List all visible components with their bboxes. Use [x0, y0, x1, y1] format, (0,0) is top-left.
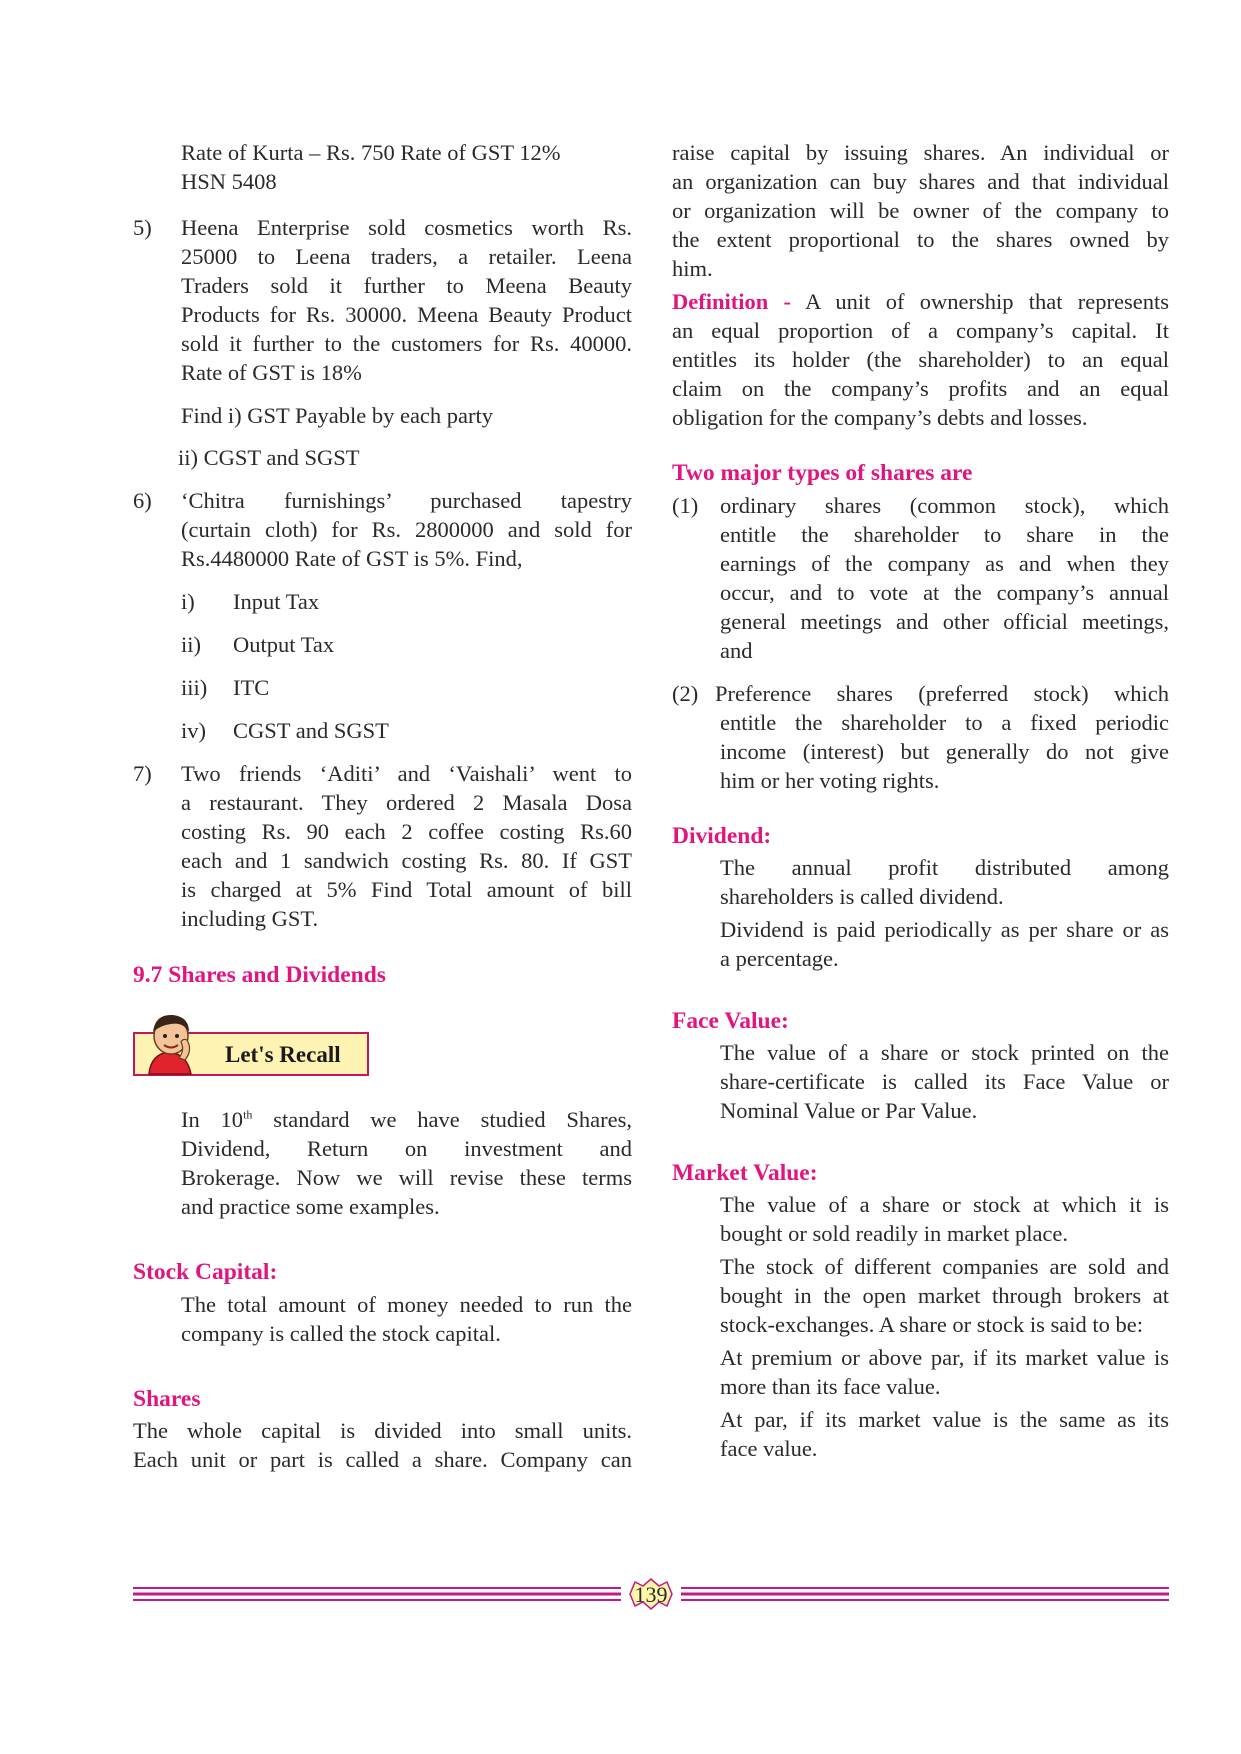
market-value-text: The value of a share or stock at which it is bought or sold readily in market place. The stock of different companies are sold and bought in the open market through brokers at stock-exchanges. A share or stock is said to be: At premium or above par, if its market value is more than its face value. At par, if its market value is the same as its face value. [720, 1192, 1169, 1461]
shares-heading: Shares [133, 1386, 201, 1412]
q6-sub-item: iv) CGST and SGST [181, 718, 389, 743]
right-column [672, 138, 1169, 1463]
kurta-rate-text: Rate of Kurta – Rs. 750 Rate of GST 12% HSN 5408 [181, 140, 561, 194]
definition-label: Definition - [672, 289, 792, 314]
types-heading: Two major types of shares are [672, 460, 973, 486]
q6-sub-item: iii) ITC [181, 675, 270, 700]
stock-capital-text: The total amount of money needed to run the company is called the stock capital. [181, 1292, 632, 1346]
question-7: 7) Two friends ‘Aditi’ and ‘Vaishali’ went to a restaurant. They ordered 2 Masala Dosa costing Rs. 90 each 2 coffee costing Rs.60 each and 1 sandwich costing Rs. 80. If GST is charged at 5% Find Total amount of bill including GST. [133, 761, 632, 931]
shares-text: The whole capital is divided into small units. Each unit or part is called a share. Company can [133, 1418, 632, 1472]
footer-rule [133, 1578, 1169, 1614]
face-value-heading: Face Value: [672, 1008, 789, 1034]
find-line-2: ii) CGST and SGST [178, 445, 360, 470]
boy-illustration-icon [135, 1004, 205, 1080]
find-line-1: Find i) GST Payable by each party [181, 403, 494, 428]
page-number: 139 [634, 1582, 668, 1607]
question-6: 6) ‘Chitra furnishings’ purchased tapestry (curtain cloth) for Rs. 2800000 and sold for Rs.4480000 Rate of GST is 5%. Find, [133, 488, 632, 571]
q6-sub-item: ii) Output Tax [181, 632, 335, 657]
share-type-2: (2) Preference shares (preferred stock) which entitle the shareholder to a fixed periodic income (interest) but generally do not give him or her voting rights. [672, 681, 1169, 793]
face-value-text: The value of a share or stock printed on the share-certificate is called its Face Value or Nominal Value or Par Value. [720, 1040, 1169, 1123]
lets-recall-box [133, 1004, 632, 1094]
dividend-heading: Dividend: [672, 823, 772, 849]
recall-label: Let's Recall [225, 1042, 341, 1067]
market-value-heading: Market Value: [672, 1160, 818, 1186]
question-5: 5) Heena Enterprise sold cosmetics worth Rs. 25000 to Leena traders, a retailer. Leena Traders sold it further to Meena Beauty Products for Rs. 30000. Meena Beauty Product sold it further to the customers for Rs. 40000. Rate of GST is 18% Find i) GST Payable by each party ii) CGST and SGST [133, 215, 632, 470]
definition-block: Definition - A unit of ownership that represents an equal proportion of a company’s capital. It entitles its holder (the shareholder) to an equal claim on the company’s profits and an equal obligation for the company’s debts and losses. [672, 289, 1169, 430]
dividend-text: The annual profit distributed among shareholders is called dividend. Dividend is paid periodically as per share or as a percentage. [720, 855, 1169, 971]
q6-sub-item: i) Input Tax [181, 589, 320, 614]
page-footer [133, 1578, 1169, 1614]
shares-continued-text: raise capital by issuing shares. An individual or an organization can buy shares and that individual or organization will be owner of the company to the extent proportional to the shares owned by him. [672, 140, 1169, 281]
share-type-1: (1) ordinary shares (common stock), which entitle the shareholder to share in the earnings of the company as and when they occur, and to vote at the company’s annual general meetings and other official meetings, and [672, 493, 1169, 663]
left-column [133, 138, 632, 1474]
stock-capital-heading: Stock Capital: [133, 1259, 278, 1285]
section-title: 9.7 Shares and Dividends [133, 962, 386, 988]
recall-text: In 10th standard we have studied Shares, Dividend, Return on investment and Brokerage. Now we will revise these terms and practice some examples. [181, 1107, 632, 1219]
